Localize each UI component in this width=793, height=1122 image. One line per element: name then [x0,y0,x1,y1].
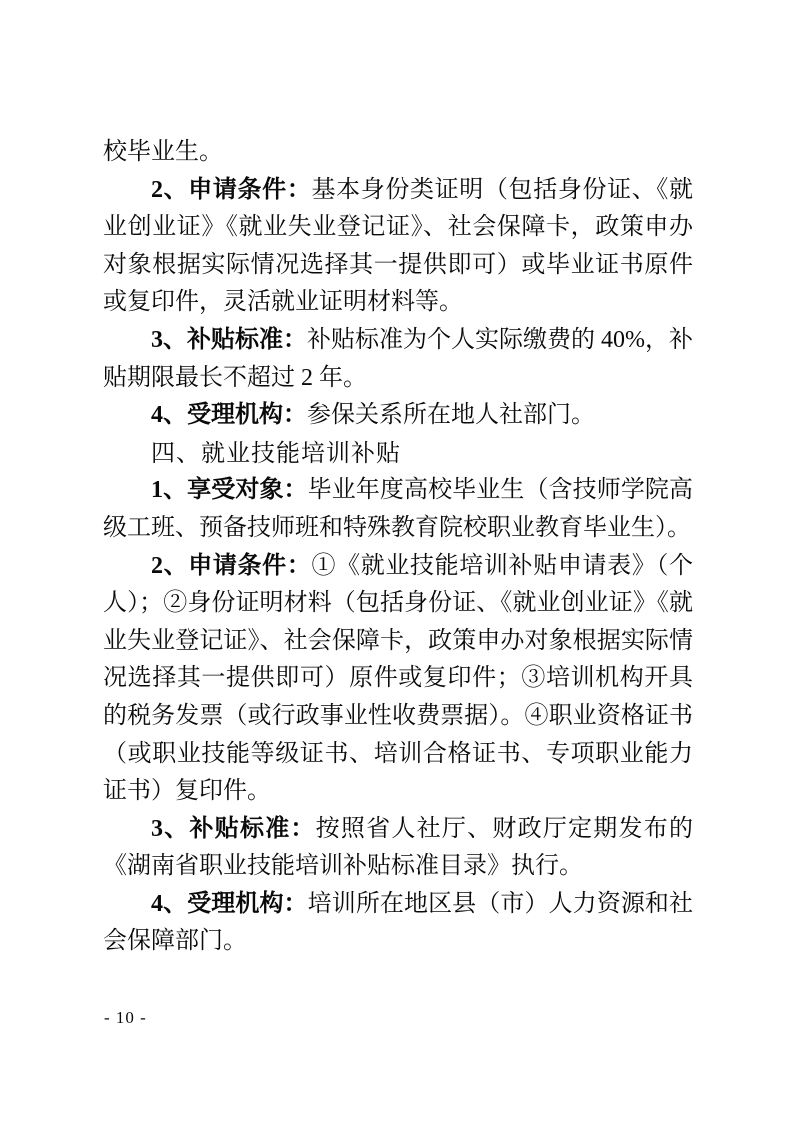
paragraph-text: 参保关系所在地人社部门。 [307,402,595,429]
paragraph-lead: 3、补贴标准： [151,815,316,842]
paragraph-accepting-agency-4 [103,886,693,961]
paragraph-apply-conditions-4 [103,548,693,811]
paragraph-text: ①《就业技能培训补贴申请表》（个人）；②身份证明材料（包括身份证、《就业创业证》《就业失业登记证》、社会保障卡，政策申办对象根据实际情况选择其一提供即可）原件或复印件；③培训机构开具的税务发票（或行政事业性收费票据）。④职业资格证书（或职业技能等级证书、培训合格证书、专项职业能力证书）复印件。 [103,552,694,805]
paragraph-accepting-agency-3 [103,397,693,435]
section-heading-4: 四、就业技能培训补贴 [151,439,401,467]
paragraph-lead: 3、补贴标准： [151,326,307,353]
paragraph-lead: 1、享受对象： [151,477,308,504]
page-number: - 10 - [104,1008,147,1027]
paragraph-text: 基本身份类证明（包括身份证、《就业创业证》《就业失业登记证》、社会保障卡，政策申办对象根据实际情况选择其一提供即可）或毕业证书原件或复印件，灵活就业证明材料等。 [103,176,694,316]
document-body [103,134,693,961]
paragraph-subsidy-standard-3 [103,322,693,397]
paragraph-text: 毕业年度高校毕业生（含技师学院高级工班、预备技师班和特殊教育院校职业教育毕业生）。 [103,477,694,541]
paragraph-beneficiaries-4 [103,472,693,547]
paragraph-lead: 4、受理机构： [151,402,307,429]
paragraph-text: 补贴标准为个人实际缴费的 40%，补贴期限最长不超过 2 年。 [103,326,693,391]
paragraph-lead: 2、申请条件： [151,552,312,579]
paragraph-subsidy-standard-4 [103,811,693,886]
paragraph-apply-conditions-3 [103,172,693,322]
paragraph-text: 培训所在地区县（市）人力资源和社会保障部门。 [103,890,694,955]
continuation-line: 校毕业生。 [103,139,223,165]
paragraph-lead: 4、受理机构： [151,890,308,917]
paragraph-text: 按照省人社厅、财政厅定期发布的《湖南省职业技能培训补贴标准目录》执行。 [103,815,694,880]
paragraph-lead: 2、申请条件： [151,176,312,203]
